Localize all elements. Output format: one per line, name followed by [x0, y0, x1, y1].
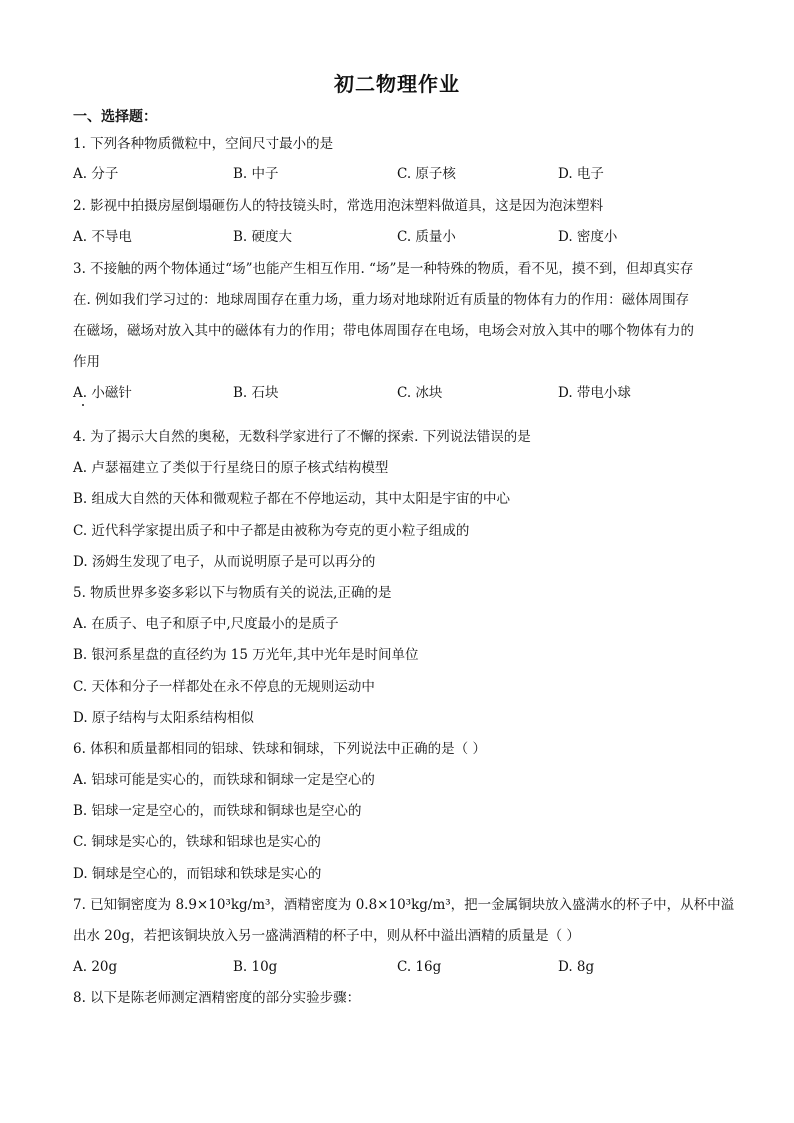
question-6-stem: 6. 体积和质量都相同的铝球、铁球和铜球，下列说法中正确的是（ ） — [73, 741, 486, 757]
question-2-option-b: B. 硬度大 — [233, 229, 293, 245]
question-4-stem: 4. 为了揭示大自然的奥秘，无数科学家进行了不懈的探索. 下列说法错误的是 — [73, 429, 531, 445]
question-5-option-a: A. 在质子、电子和原子中,尺度最小的是质子 — [73, 616, 339, 632]
question-2-option-d: D. 密度小 — [558, 229, 618, 245]
question-7-line-1: 7. 已知铜密度为 8.9×10³kg/m³，酒精密度为 0.8×10³kg/m³，把一金属铜块放入盛满水的杯子中，从杯中溢 — [73, 897, 735, 913]
question-4-option-a: A. 卢瑟福建立了类似于行星绕日的原子核式结构模型 — [73, 460, 389, 476]
question-3-option-c: C. 冰块 — [397, 385, 443, 401]
question-1-option-b: B. 中子 — [233, 166, 279, 182]
question-6-option-d: D. 铜球是空心的，而铝球和铁球是实心的 — [73, 866, 322, 882]
question-1-option-a: A. 分子 — [73, 166, 119, 182]
question-2-option-c: C. 质量小 — [397, 229, 456, 245]
question-7-option-a: A. 20g — [73, 959, 118, 975]
question-4-option-d: D. 汤姆生发现了电子，从而说明原子是可以再分的 — [73, 554, 376, 570]
question-3-line-2: 在. 例如我们学习过的：地球周围存在重力场，重力场对地球附近有质量的物体有力的作用：磁体周围存 — [73, 292, 690, 308]
question-3-line-4: 作用 — [73, 354, 100, 370]
question-1-option-c: C. 原子核 — [397, 166, 456, 182]
question-7-option-b: B. 10g — [233, 959, 278, 975]
page-title: 初二物理作业 — [334, 72, 460, 96]
question-6-option-a: A. 铝球可能是实心的，而铁球和铜球一定是空心的 — [73, 772, 375, 788]
question-6-option-b: B. 铝球一定是空心的，而铁球和铜球也是空心的 — [73, 803, 362, 819]
question-7-option-d: D. 8g — [558, 959, 595, 975]
question-2-stem: 2. 影视中拍摄房屋倒塌砸伤人的特技镜头时，常选用泡沫塑料做道具，这是因为泡沫塑料 — [73, 198, 604, 214]
question-3-option-d: D. 带电小球 — [558, 385, 631, 401]
question-3-line-3: 在磁场，磁场对放入其中的磁体有力的作用；带电体周围存在电场，电场会对放入其中的哪个物体有力的 — [73, 323, 694, 339]
question-8-stem: 8. 以下是陈老师测定酒精密度的部分实验步骤： — [73, 990, 361, 1006]
question-1-stem: 1. 下列各种物质微粒中，空间尺寸最小的是 — [73, 136, 334, 152]
question-7-option-c: C. 16g — [397, 959, 442, 975]
question-4-option-b: B. 组成大自然的天体和微观粒子都在不停地运动，其中太阳是宇宙的中心 — [73, 491, 511, 507]
question-5-option-c: C. 天体和分子一样都处在永不停息的无规则运动中 — [73, 679, 375, 695]
question-6-option-c: C. 铜球是实心的，铁球和铝球也是实心的 — [73, 834, 321, 850]
section-heading: 一、选择题： — [73, 109, 157, 125]
question-7-line-2: 出水 20g，若把该铜块放入另一盛满酒精的杯子中，则从杯中溢出酒精的质量是（ ） — [73, 928, 580, 944]
question-1-option-d: D. 电子 — [558, 166, 604, 182]
question-3-line-1: 3. 不接触的两个物体通过“场”也能产生相互作用. “场”是一种特殊的物质，看不见，摸不到，但却真实存 — [73, 261, 694, 277]
question-5-option-d: D. 原子结构与太阳系结构相似 — [73, 710, 254, 726]
question-3-option-b: B. 石块 — [233, 385, 279, 401]
question-3-option-a: A. 小磁针 — [73, 385, 132, 401]
stray-dot — [82, 404, 84, 406]
question-2-option-a: A. 不导电 — [73, 229, 132, 245]
question-4-option-c: C. 近代科学家提出质子和中子都是由被称为夸克的更小粒子组成的 — [73, 523, 470, 539]
question-5-option-b: B. 银河系星盘的直径约为 15 万光年,其中光年是时间单位 — [73, 647, 419, 663]
question-5-stem: 5. 物质世界多姿多彩以下与物质有关的说法,正确的是 — [73, 585, 392, 601]
